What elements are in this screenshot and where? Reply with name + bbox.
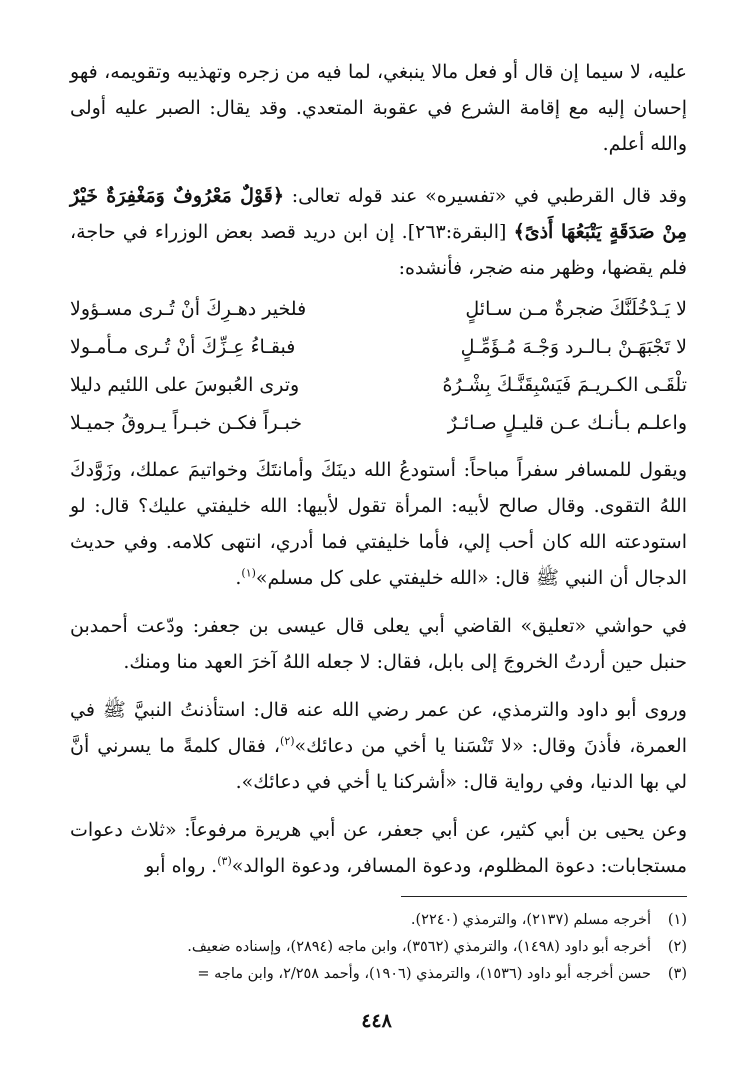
paragraph-yahya-rest: . رواه أبو xyxy=(145,855,218,877)
footnote xyxy=(70,907,687,934)
poem xyxy=(70,290,687,442)
paragraph-qurtubi-intro: وقد قال القرطبي في «تفسيره» عند قوله تعالى: xyxy=(283,185,687,207)
paragraph-yahya-text: وعن يحيى بن أبي كثير، عن أبي جعفر، عن أبي هريرة مرفوعاً: «ثلاث دعوات مستجابات: دعوة المظلوم، ودعوة المسافر، ودعوة الوالد» xyxy=(70,819,687,877)
paragraph-traveler-text: ويقول للمسافر سفراً مباحاً: أستودعُ الله دينَكَ وأمانتَكَ وخواتيمَ عملك، وزَوَّدكَ اللهُ التقوى. وقال صالح لأبيه: المرأة تقول لأبيها: الله خليفتي عليك؟ قال: لو استودعته الله كان أحب إلي، فأما خليفتي فما أدري، انتهى كلامه. وفي حديث الدجال أن النبي ﷺ قال: «الله خليفتي على كل مسلم» xyxy=(70,459,687,589)
footnote-text: أخرجه مسلم (٢١٣٧)، والترمذي (٢٢٤٠). xyxy=(410,912,651,928)
paragraph-qurtubi-rest: [البقرة:٢٦٣]. إن ابن دريد قصد بعض الوزراء في حاجة، فلم يقضها، وظهر منه ضجر، فأنشده: xyxy=(70,221,687,279)
quran-verse: ﴿قَوْلٌ مَعْرُوفٌ وَمَغْفِرَةٌ خَيْرٌ مِنْ صَدَقَةٍ يَتْبَعُهَا أَذىً﴾ xyxy=(70,185,687,243)
poem-verse xyxy=(70,404,687,442)
footnotes xyxy=(70,907,687,988)
footnote-number: (٣) xyxy=(667,966,687,982)
paragraph-qurtubi xyxy=(70,178,687,286)
footnote-ref: (١) xyxy=(241,566,256,580)
poem-first-hemistich: تلْقَـى الكـريـمَ فَيَسْبِقَنَّـكَ بِشْـرُهُ xyxy=(442,374,687,396)
poem-first-hemistich: لا يَـدْخُلَنَّكَ ضجرةٌ مـن سـائلٍ xyxy=(465,298,687,320)
poem-verse xyxy=(70,366,687,404)
paragraph-traveler-end: . xyxy=(235,567,242,589)
poem-second-hemistich: وترى العُبوسَ على اللئيم دليلا xyxy=(70,374,300,396)
poem-second-hemistich: فبقـاءُ عِـزِّكَ أنْ تُـرى مـأمـولا xyxy=(70,336,296,358)
paragraph-yahya xyxy=(70,812,687,884)
footnote-ref: (٢) xyxy=(280,734,295,748)
poem-verse xyxy=(70,290,687,328)
footnote-number: (١) xyxy=(667,912,687,928)
poem-first-hemistich: لا تَجْبَهَـنْ بـالـرد وَجْـهَ مُـؤَمِّـلٍ xyxy=(460,336,687,358)
paragraph-abu-dawud-rest: ، فقال كلمةً ما يسرني أنَّ لي بها الدنيا، وفي رواية قال: «أشركنا يا أخي في دعائك». xyxy=(70,735,687,793)
paragraph-continuation: عليه، لا سيما إن قال أو فعل مالا ينبغي، لما فيه من زجره وتهذيبه وتقويمه، فهو إحسان إليه مع إقامة الشرع في عقوبة المتعدي. وقد يقال: الصبر عليه أولى والله أعلم. xyxy=(70,61,687,155)
poem-second-hemistich: خبـراً فكـن خبـراً يـروقُ جميـلا xyxy=(70,412,302,434)
poem-second-hemistich: فلخير دهـرِكَ أنْ تُـرى مسـؤولا xyxy=(70,298,307,320)
footnote-text: حسن أخرجه أبو داود (١٥٣٦)، والترمذي (١٩٠٦)، وأحمد ٢/٢٥٨، وابن ماجه = xyxy=(197,966,651,982)
footnote-number: (٢) xyxy=(667,939,687,955)
footnote-separator xyxy=(401,896,687,897)
page-number: ٤٤٨ xyxy=(361,1010,392,1032)
paragraph-traveler xyxy=(70,452,687,596)
paragraph-abu-dawud xyxy=(70,692,687,800)
footnote-ref: (٣) xyxy=(217,854,232,868)
paragraph-abu-yala: في حواشي «تعليق» القاضي أبي يعلى قال عيسى بن جعفر: ودّعت أحمدبن حنبل حين أردتُ الخروجَ إلى بابل، فقال: لا جعله اللهُ آخرَ العهد منا ومنك. xyxy=(70,615,687,673)
paragraph-abu-dawud-text: وروى أبو داود والترمذي، عن عمر رضي الله عنه قال: استأذنتُ النبيَّ ﷺ في العمرة، فأذنَ وقال: «لا تَنْسَنا يا أخي من دعائك» xyxy=(70,699,687,757)
footnote xyxy=(70,934,687,961)
poem-verse xyxy=(70,328,687,366)
footnote-text: أخرجه أبو داود (١٤٩٨)، والترمذي (٣٥٦٢)، وابن ماجه (٢٨٩٤)، وإسناده ضعيف. xyxy=(187,939,651,955)
footnote xyxy=(70,961,687,988)
poem-first-hemistich: واعلـم بـأنـك عـن قليـلٍ صـائـرٌ xyxy=(447,412,687,434)
